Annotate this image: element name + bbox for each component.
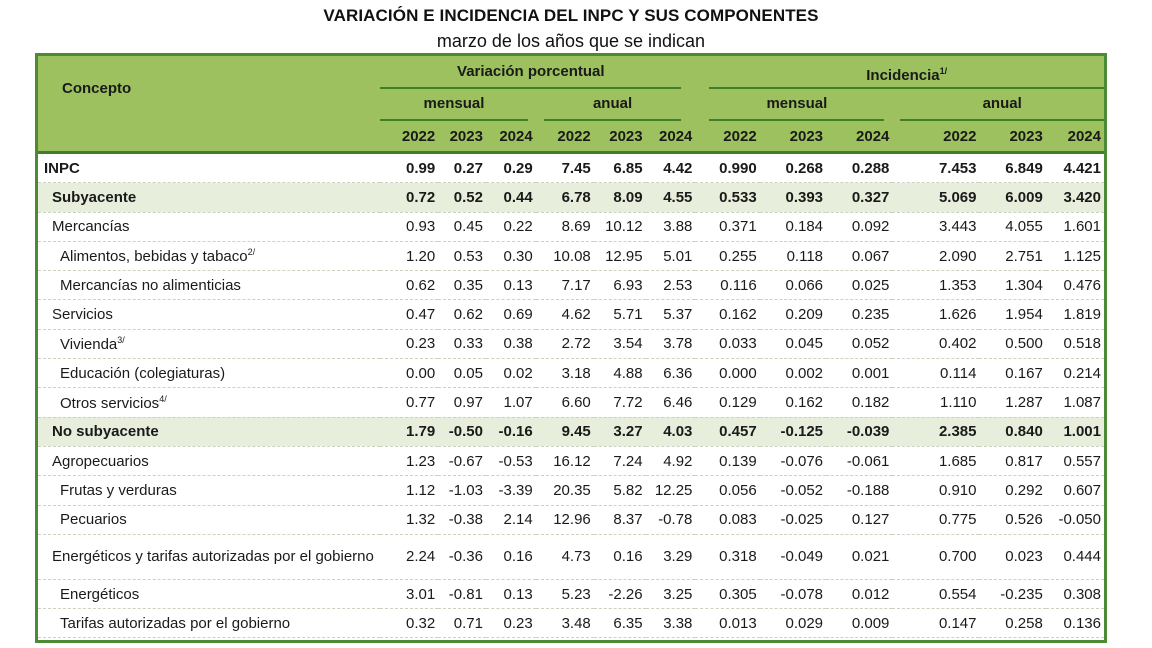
cell-inc-mensual-2024: -0.061 — [826, 446, 892, 475]
year-header: 2024 — [826, 121, 892, 153]
cell-inc-mensual-2023: -0.076 — [760, 446, 826, 475]
cell-inc-anual-2022: 1.685 — [892, 446, 979, 475]
cell-var-mensual-2022: 1.23 — [380, 446, 438, 475]
table-subtitle: marzo de los años que se indican — [436, 31, 706, 51]
inpc-table — [38, 56, 1104, 638]
cell-inc-anual-2023: 0.292 — [979, 476, 1045, 505]
cell-var-mensual-2023: 0.45 — [438, 212, 486, 241]
cell-var-mensual-2023: 0.71 — [438, 609, 486, 638]
cell-var-anual-2023: 5.82 — [594, 476, 646, 505]
cell-var-mensual-2023: 0.35 — [438, 271, 486, 300]
cell-var-mensual-2024: 0.13 — [486, 271, 536, 300]
cell-inc-mensual-2023: 0.118 — [760, 241, 826, 270]
cell-inc-mensual-2024: 0.025 — [826, 271, 892, 300]
cell-inc-anual-2023: 0.840 — [979, 417, 1045, 446]
cell-inc-anual-2022: 0.147 — [892, 609, 979, 638]
cell-var-anual-2024: -0.78 — [646, 505, 696, 534]
cell-inc-mensual-2023: 0.162 — [760, 388, 826, 417]
row-concept: Energéticos y tarifas autorizadas por el gobierno — [38, 534, 380, 579]
cell-inc-mensual-2022: 0.000 — [695, 359, 759, 388]
cell-var-anual-2022: 2.72 — [536, 329, 594, 358]
concept-header: Concepto — [38, 56, 380, 121]
cell-var-anual-2023: 6.93 — [594, 271, 646, 300]
cell-inc-anual-2023: 2.751 — [979, 241, 1045, 270]
cell-inc-mensual-2024: 0.021 — [826, 534, 892, 579]
year-header: 2023 — [979, 121, 1045, 153]
year-header: 2024 — [646, 121, 696, 153]
year-header: 2024 — [1046, 121, 1104, 153]
cell-inc-mensual-2022: 0.083 — [695, 505, 759, 534]
cell-inc-mensual-2022: 0.305 — [695, 579, 759, 608]
table-row — [38, 534, 1104, 579]
cell-var-mensual-2024: 1.07 — [486, 388, 536, 417]
concept-header-spacer — [38, 121, 380, 153]
cell-var-anual-2024: 5.37 — [646, 300, 696, 329]
group-header-variacion: Variación porcentual — [380, 56, 695, 89]
cell-inc-anual-2023: 0.500 — [979, 329, 1045, 358]
table-row — [38, 329, 1104, 358]
cell-inc-mensual-2023: 0.268 — [760, 153, 826, 183]
cell-var-mensual-2024: 0.38 — [486, 329, 536, 358]
cell-var-anual-2023: 0.16 — [594, 534, 646, 579]
table-row — [38, 446, 1104, 475]
cell-inc-anual-2023: -0.235 — [979, 579, 1045, 608]
cell-var-anual-2022: 7.17 — [536, 271, 594, 300]
cell-var-anual-2023: 7.24 — [594, 446, 646, 475]
cell-inc-mensual-2022: 0.056 — [695, 476, 759, 505]
cell-inc-anual-2023: 6.009 — [979, 183, 1045, 212]
cell-inc-anual-2023: 1.287 — [979, 388, 1045, 417]
cell-var-anual-2023: -2.26 — [594, 579, 646, 608]
cell-inc-mensual-2023: -0.078 — [760, 579, 826, 608]
cell-var-anual-2023: 7.72 — [594, 388, 646, 417]
cell-inc-anual-2022: 0.775 — [892, 505, 979, 534]
cell-var-mensual-2022: 0.72 — [380, 183, 438, 212]
cell-var-mensual-2022: 0.99 — [380, 153, 438, 183]
cell-inc-anual-2023: 6.849 — [979, 153, 1045, 183]
cell-var-anual-2022: 3.18 — [536, 359, 594, 388]
row-concept: Alimentos, bebidas y tabaco$^{2/}$ — [38, 241, 380, 270]
table-row — [38, 153, 1104, 183]
year-header: 2022 — [892, 121, 979, 153]
row-concept: Pecuarios — [38, 505, 380, 534]
cell-inc-anual-2022: 0.910 — [892, 476, 979, 505]
cell-inc-anual-2024: -0.050 — [1046, 505, 1104, 534]
cell-var-anual-2023: 4.88 — [594, 359, 646, 388]
cell-inc-mensual-2024: 0.009 — [826, 609, 892, 638]
cell-var-anual-2024: 6.36 — [646, 359, 696, 388]
cell-inc-anual-2022: 7.453 — [892, 153, 979, 183]
cell-inc-mensual-2022: 0.139 — [695, 446, 759, 475]
cell-inc-anual-2024: 0.444 — [1046, 534, 1104, 579]
cell-inc-anual-2024: 1.601 — [1046, 212, 1104, 241]
cell-var-anual-2024: 4.42 — [646, 153, 696, 183]
row-concept: Mercancías no alimenticias — [38, 271, 380, 300]
cell-inc-mensual-2022: 0.255 — [695, 241, 759, 270]
cell-var-anual-2023: 6.35 — [594, 609, 646, 638]
cell-inc-anual-2022: 5.069 — [892, 183, 979, 212]
cell-inc-anual-2023: 1.304 — [979, 271, 1045, 300]
cell-inc-anual-2024: 1.125 — [1046, 241, 1104, 270]
cell-inc-anual-2024: 0.607 — [1046, 476, 1104, 505]
cell-var-mensual-2024: 0.23 — [486, 609, 536, 638]
cell-inc-mensual-2023: 0.002 — [760, 359, 826, 388]
cell-var-mensual-2022: 1.79 — [380, 417, 438, 446]
cell-var-anual-2023: 6.85 — [594, 153, 646, 183]
cell-var-anual-2022: 4.73 — [536, 534, 594, 579]
cell-inc-anual-2023: 0.526 — [979, 505, 1045, 534]
cell-var-anual-2024: 4.03 — [646, 417, 696, 446]
table-row — [38, 476, 1104, 505]
cell-inc-anual-2024: 0.476 — [1046, 271, 1104, 300]
footnote-ref: 2/ — [247, 247, 256, 258]
table-row — [38, 300, 1104, 329]
cell-var-mensual-2023: 0.62 — [438, 300, 486, 329]
cell-var-mensual-2023: 0.27 — [438, 153, 486, 183]
cell-inc-anual-2022: 1.110 — [892, 388, 979, 417]
cell-var-anual-2022: 20.35 — [536, 476, 594, 505]
table-title: VARIACIÓN E INCIDENCIA DEL INPC Y SUS COMPONENTES — [323, 6, 819, 25]
cell-var-anual-2023: 8.37 — [594, 505, 646, 534]
cell-inc-anual-2022: 3.443 — [892, 212, 979, 241]
cell-var-mensual-2023: -0.36 — [438, 534, 486, 579]
table-row — [38, 183, 1104, 212]
cell-inc-mensual-2024: 0.288 — [826, 153, 892, 183]
cell-var-mensual-2024: -3.39 — [486, 476, 536, 505]
cell-inc-anual-2022: 0.114 — [892, 359, 979, 388]
row-concept: Servicios — [38, 300, 380, 329]
cell-inc-mensual-2023: 0.029 — [760, 609, 826, 638]
row-concept: Mercancías — [38, 212, 380, 241]
cell-var-mensual-2022: 0.00 — [380, 359, 438, 388]
cell-var-anual-2024: 6.46 — [646, 388, 696, 417]
cell-var-anual-2024: 4.55 — [646, 183, 696, 212]
cell-var-anual-2024: 12.25 — [646, 476, 696, 505]
cell-var-anual-2022: 6.78 — [536, 183, 594, 212]
subgroup-header: mensual — [380, 89, 536, 121]
cell-inc-mensual-2024: -0.039 — [826, 417, 892, 446]
year-header: 2023 — [594, 121, 646, 153]
cell-var-mensual-2023: -0.38 — [438, 505, 486, 534]
year-header: 2022 — [536, 121, 594, 153]
cell-inc-anual-2023: 4.055 — [979, 212, 1045, 241]
year-header: 2023 — [438, 121, 486, 153]
cell-var-anual-2022: 7.45 — [536, 153, 594, 183]
cell-inc-mensual-2023: -0.125 — [760, 417, 826, 446]
cell-inc-mensual-2024: 0.327 — [826, 183, 892, 212]
cell-inc-anual-2022: 0.554 — [892, 579, 979, 608]
cell-var-mensual-2024: 0.22 — [486, 212, 536, 241]
cell-inc-mensual-2022: 0.371 — [695, 212, 759, 241]
cell-inc-anual-2024: 3.420 — [1046, 183, 1104, 212]
group-header-incidencia: Incidencia$^{1/}$ — [695, 56, 1104, 89]
cell-inc-anual-2022: 2.090 — [892, 241, 979, 270]
cell-inc-anual-2023: 0.258 — [979, 609, 1045, 638]
cell-var-mensual-2023: 0.33 — [438, 329, 486, 358]
cell-var-mensual-2024: 0.16 — [486, 534, 536, 579]
cell-inc-mensual-2024: 0.182 — [826, 388, 892, 417]
cell-var-mensual-2023: 0.53 — [438, 241, 486, 270]
cell-var-anual-2022: 16.12 — [536, 446, 594, 475]
cell-inc-mensual-2024: 0.127 — [826, 505, 892, 534]
cell-var-anual-2024: 3.78 — [646, 329, 696, 358]
cell-inc-mensual-2022: 0.990 — [695, 153, 759, 183]
cell-inc-anual-2023: 1.954 — [979, 300, 1045, 329]
cell-var-mensual-2022: 1.12 — [380, 476, 438, 505]
cell-inc-mensual-2023: 0.393 — [760, 183, 826, 212]
year-header: 2022 — [695, 121, 759, 153]
cell-var-mensual-2023: -1.03 — [438, 476, 486, 505]
cell-inc-mensual-2024: 0.052 — [826, 329, 892, 358]
cell-var-anual-2022: 5.23 — [536, 579, 594, 608]
cell-inc-anual-2023: 0.023 — [979, 534, 1045, 579]
table-row — [38, 212, 1104, 241]
cell-inc-anual-2023: 0.167 — [979, 359, 1045, 388]
footnote-ref: 3/ — [117, 334, 125, 345]
cell-var-mensual-2022: 0.62 — [380, 271, 438, 300]
cell-var-anual-2022: 4.62 — [536, 300, 594, 329]
cell-var-mensual-2022: 0.23 — [380, 329, 438, 358]
cell-var-mensual-2024: 0.30 — [486, 241, 536, 270]
cell-var-mensual-2023: 0.05 — [438, 359, 486, 388]
row-concept: Frutas y verduras — [38, 476, 380, 505]
cell-var-mensual-2024: 0.13 — [486, 579, 536, 608]
cell-var-anual-2024: 5.01 — [646, 241, 696, 270]
cell-var-anual-2022: 6.60 — [536, 388, 594, 417]
cell-var-anual-2022: 12.96 — [536, 505, 594, 534]
cell-var-anual-2024: 3.38 — [646, 609, 696, 638]
cell-inc-anual-2022: 0.402 — [892, 329, 979, 358]
cell-inc-mensual-2024: 0.001 — [826, 359, 892, 388]
cell-var-anual-2024: 4.92 — [646, 446, 696, 475]
cell-var-anual-2022: 3.48 — [536, 609, 594, 638]
row-concept: INPC — [38, 153, 380, 183]
table-row — [38, 505, 1104, 534]
cell-inc-anual-2024: 4.421 — [1046, 153, 1104, 183]
cell-inc-anual-2022: 1.626 — [892, 300, 979, 329]
subgroup-header: anual — [536, 89, 696, 121]
year-header: 2022 — [380, 121, 438, 153]
cell-inc-mensual-2024: 0.235 — [826, 300, 892, 329]
cell-inc-mensual-2024: 0.092 — [826, 212, 892, 241]
inpc-table-container — [35, 53, 1107, 643]
subgroup-header: mensual — [695, 89, 892, 121]
cell-var-mensual-2022: 0.77 — [380, 388, 438, 417]
table-body — [38, 153, 1104, 638]
cell-var-anual-2023: 12.95 — [594, 241, 646, 270]
cell-var-mensual-2023: -0.67 — [438, 446, 486, 475]
table-row — [38, 579, 1104, 608]
cell-inc-mensual-2023: 0.045 — [760, 329, 826, 358]
cell-var-anual-2022: 8.69 — [536, 212, 594, 241]
cell-var-mensual-2024: 0.44 — [486, 183, 536, 212]
cell-inc-mensual-2023: -0.052 — [760, 476, 826, 505]
table-row — [38, 359, 1104, 388]
row-concept: Energéticos — [38, 579, 380, 608]
cell-var-anual-2024: 3.29 — [646, 534, 696, 579]
cell-var-mensual-2024: 0.29 — [486, 153, 536, 183]
cell-var-anual-2022: 10.08 — [536, 241, 594, 270]
cell-inc-mensual-2022: 0.013 — [695, 609, 759, 638]
cell-var-mensual-2022: 0.32 — [380, 609, 438, 638]
row-concept: Educación (colegiaturas) — [38, 359, 380, 388]
cell-var-anual-2024: 2.53 — [646, 271, 696, 300]
cell-inc-mensual-2022: 0.457 — [695, 417, 759, 446]
row-concept: Vivienda$^{3/}$ — [38, 329, 380, 358]
cell-inc-mensual-2023: 0.066 — [760, 271, 826, 300]
table-row — [38, 609, 1104, 638]
cell-inc-anual-2023: 0.817 — [979, 446, 1045, 475]
cell-inc-anual-2024: 0.557 — [1046, 446, 1104, 475]
cell-var-mensual-2022: 0.47 — [380, 300, 438, 329]
cell-var-mensual-2024: 2.14 — [486, 505, 536, 534]
cell-var-anual-2023: 8.09 — [594, 183, 646, 212]
table-row — [38, 271, 1104, 300]
table-header — [38, 56, 1104, 153]
cell-inc-mensual-2023: -0.025 — [760, 505, 826, 534]
cell-var-anual-2023: 3.54 — [594, 329, 646, 358]
cell-var-mensual-2023: 0.97 — [438, 388, 486, 417]
cell-var-mensual-2023: -0.81 — [438, 579, 486, 608]
table-row — [38, 241, 1104, 270]
row-concept: Subyacente — [38, 183, 380, 212]
cell-var-mensual-2023: 0.52 — [438, 183, 486, 212]
cell-inc-anual-2024: 1.001 — [1046, 417, 1104, 446]
row-concept: No subyacente — [38, 417, 380, 446]
cell-inc-mensual-2022: 0.033 — [695, 329, 759, 358]
cell-inc-mensual-2023: 0.209 — [760, 300, 826, 329]
cell-inc-mensual-2023: 0.184 — [760, 212, 826, 241]
cell-inc-anual-2022: 1.353 — [892, 271, 979, 300]
cell-inc-anual-2022: 0.700 — [892, 534, 979, 579]
cell-inc-mensual-2024: -0.188 — [826, 476, 892, 505]
cell-var-mensual-2024: 0.02 — [486, 359, 536, 388]
cell-var-anual-2023: 10.12 — [594, 212, 646, 241]
cell-var-anual-2023: 3.27 — [594, 417, 646, 446]
cell-inc-mensual-2024: 0.067 — [826, 241, 892, 270]
cell-var-anual-2023: 5.71 — [594, 300, 646, 329]
row-concept: Otros servicios$^{4/}$ — [38, 388, 380, 417]
cell-inc-mensual-2024: 0.012 — [826, 579, 892, 608]
cell-inc-anual-2024: 1.087 — [1046, 388, 1104, 417]
cell-var-mensual-2023: -0.50 — [438, 417, 486, 446]
cell-var-mensual-2024: 0.69 — [486, 300, 536, 329]
cell-inc-anual-2024: 0.308 — [1046, 579, 1104, 608]
footnote-ref: 4/ — [159, 393, 167, 404]
cell-inc-anual-2022: 2.385 — [892, 417, 979, 446]
cell-var-anual-2024: 3.25 — [646, 579, 696, 608]
cell-inc-mensual-2022: 0.162 — [695, 300, 759, 329]
cell-inc-mensual-2022: 0.533 — [695, 183, 759, 212]
cell-var-anual-2024: 3.88 — [646, 212, 696, 241]
cell-inc-mensual-2022: 0.129 — [695, 388, 759, 417]
cell-inc-mensual-2023: -0.049 — [760, 534, 826, 579]
cell-inc-anual-2024: 0.214 — [1046, 359, 1104, 388]
cell-var-mensual-2022: 3.01 — [380, 579, 438, 608]
row-concept: Agropecuarios — [38, 446, 380, 475]
cell-var-mensual-2022: 0.93 — [380, 212, 438, 241]
cell-var-mensual-2022: 1.20 — [380, 241, 438, 270]
year-header: 2024 — [486, 121, 536, 153]
cell-inc-mensual-2022: 0.116 — [695, 271, 759, 300]
cell-var-mensual-2024: -0.53 — [486, 446, 536, 475]
cell-var-mensual-2022: 2.24 — [380, 534, 438, 579]
cell-var-mensual-2022: 1.32 — [380, 505, 438, 534]
cell-var-mensual-2024: -0.16 — [486, 417, 536, 446]
row-concept: Tarifas autorizadas por el gobierno — [38, 609, 380, 638]
year-header: 2023 — [760, 121, 826, 153]
table-row — [38, 417, 1104, 446]
subgroup-header: anual — [892, 89, 1104, 121]
cell-inc-mensual-2022: 0.318 — [695, 534, 759, 579]
cell-inc-anual-2024: 0.136 — [1046, 609, 1104, 638]
table-row — [38, 388, 1104, 417]
cell-inc-anual-2024: 0.518 — [1046, 329, 1104, 358]
cell-inc-anual-2024: 1.819 — [1046, 300, 1104, 329]
cell-var-anual-2022: 9.45 — [536, 417, 594, 446]
